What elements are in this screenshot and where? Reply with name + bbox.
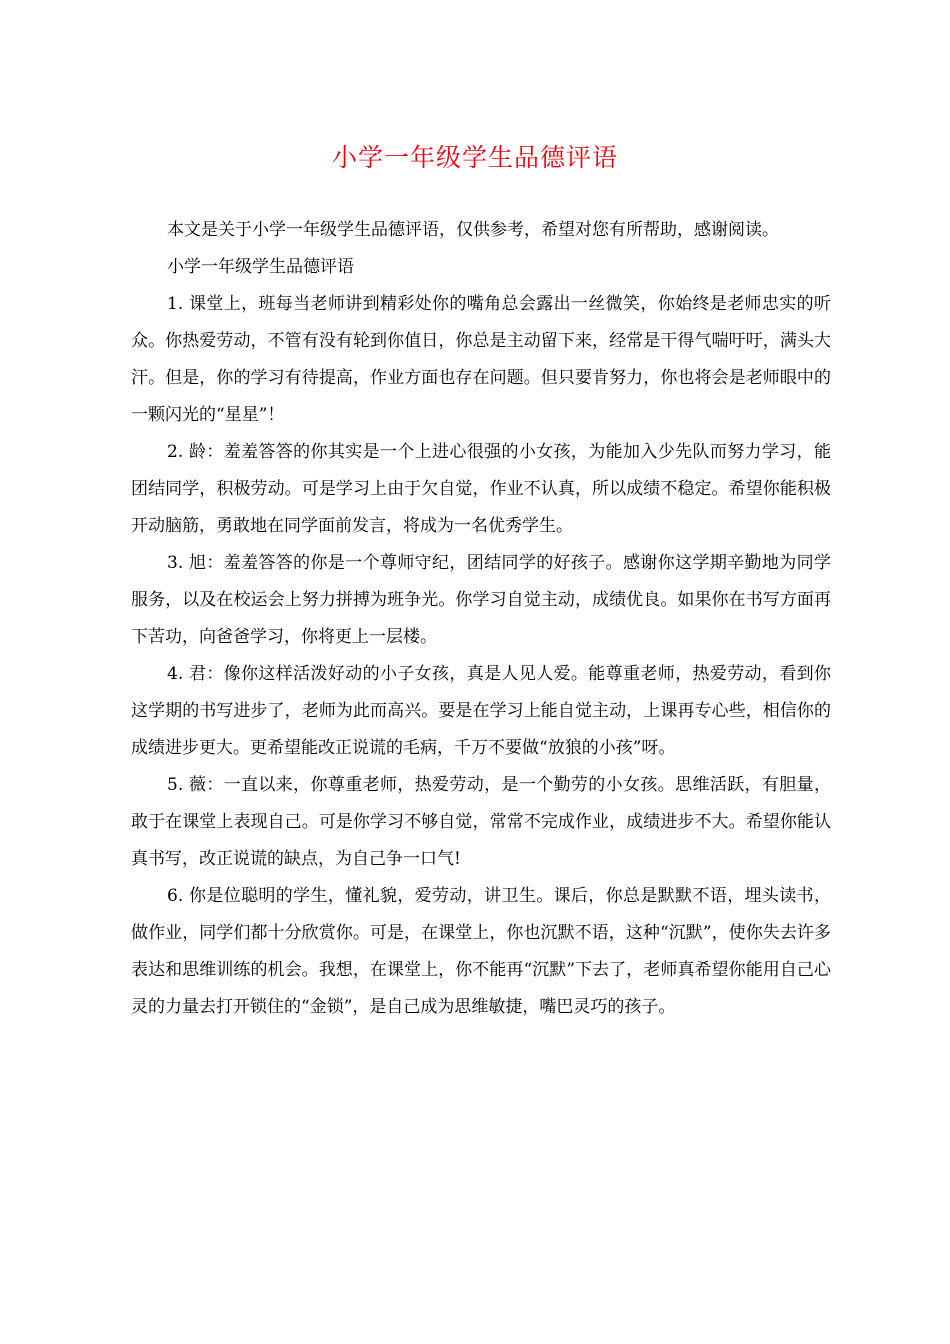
comment-paragraph-5: 5. 薇：一直以来，你尊重老师，热爱劳动，是一个勤劳的小女孩。思维活跃，有胆量，敢于在课堂上表现自己。可是你学习不够自觉，常常不完成作业，成绩进步不大。希望你能认真书写，改正说谎的缺点，为自己争一口气! [131, 775, 831, 869]
comment-paragraph-4: 4. 君：像你这样活泼好动的小子女孩，真是人见人爱。能尊重老师，热爱劳动，看到你这学期的书写进步了，老师为此而高兴。要是在学习上能自觉主动，上课再专心些，相信你的成绩进步更大。更希望能改正说谎的毛病，千万不要做“放狼的小孩”呀。 [131, 664, 831, 758]
comment-paragraph-1: 1. 课堂上，班每当老师讲到精彩处你的嘴角总会露出一丝微笑，你始终是老师忠实的听众。你热爱劳动，不管有没有轮到你值日，你总是主动留下来，经常是干得气喘吁吁，满头大汗。但是，你的学习有待提高，作业方面也存在问题。但只要肯努力，你也将会是老师眼中的一颗闪光的“星星”！ [131, 294, 831, 425]
intro-paragraph: 本文是关于小学一年级学生品德评语，仅供参考，希望对您有所帮助，感谢阅读。 [167, 220, 779, 240]
document-body [131, 212, 831, 1026]
comment-paragraph-3: 3. 旭：羞羞答答的你是一个尊师守纪，团结同学的好孩子。感谢你这学期辛勤地为同学服务，以及在校运会上努力拼搏为班争光。你学习自觉主动，成绩优良。如果你在书写方面再下苦功，向爸爸学习，你将更上一层楼。 [131, 553, 831, 647]
document-title: 小学一年级学生品德评语 [331, 143, 618, 172]
comment-paragraph-2: 2. 龄：羞羞答答的你其实是一个上进心很强的小女孩，为能加入少先队而努力学习，能团结同学，积极劳动。可是学习上由于欠自觉，作业不认真，所以成绩不稳定。希望你能积极开动脑筋，勇敢地在同学面前发言，将成为一名优秀学生。 [131, 442, 831, 536]
comment-paragraph-6: 6. 你是位聪明的学生，懂礼貌，爱劳动，讲卫生。课后，你总是默默不语，埋头读书，做作业，同学们都十分欣赏你。可是，在课堂上，你也沉默不语，这种“沉默”，使你失去许多表达和思维训练的机会。我想，在课堂上，你不能再“沉默”下去了，老师真希望你能用自己心灵的力量去打开锁住的“金锁”，是自己成为思维敏捷，嘴巴灵巧的孩子。 [131, 886, 831, 1017]
section-heading: 小学一年级学生品德评语 [167, 257, 354, 277]
